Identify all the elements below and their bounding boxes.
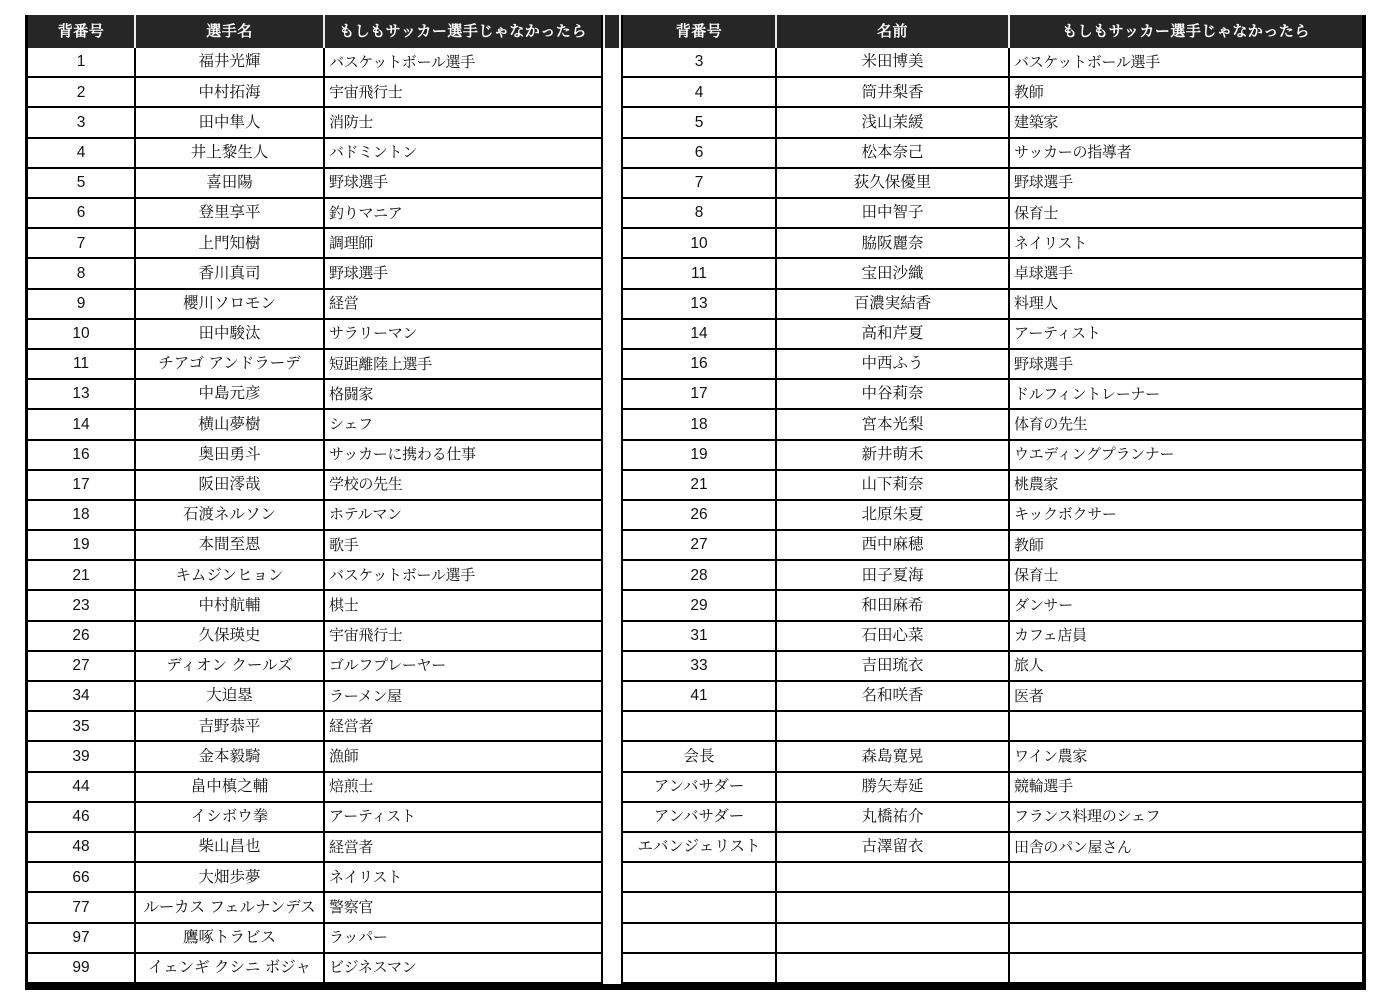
left-row-16-col-1: 本間至恩 [136, 531, 325, 561]
right-header-if-not-soccer: もしもサッカー選手じゃなかったら [1010, 15, 1362, 48]
right-row-14-col-2: 桃農家 [1010, 471, 1362, 501]
right-row-9-col-0: 14 [623, 320, 777, 350]
left-row-23-col-0: 39 [28, 742, 136, 772]
left-row-5-col-1: 登里享平 [136, 199, 325, 229]
right-row-26-col-0: エバンジェリスト [623, 833, 777, 863]
left-row-6-col-2: 調理師 [325, 229, 601, 259]
right-row-19-col-2: カフェ店員 [1010, 622, 1362, 652]
left-row-17-col-0: 21 [28, 561, 136, 591]
roster-sheet [25, 15, 1366, 990]
left-row-8-col-0: 9 [28, 290, 136, 320]
left-row-24-col-2: 焙煎士 [325, 773, 601, 803]
left-row-11-col-0: 13 [28, 380, 136, 410]
left-row-3-col-1: 井上黎生人 [136, 139, 325, 169]
left-row-26-col-0: 48 [28, 833, 136, 863]
left-row-15-col-2: ホテルマン [325, 501, 601, 531]
left-row-23-col-2: 漁師 [325, 742, 601, 772]
left-row-11-col-1: 中島元彦 [136, 380, 325, 410]
left-row-13-col-1: 奥田勇斗 [136, 441, 325, 471]
right-row-22-col-2 [1010, 712, 1362, 742]
left-row-15-col-0: 18 [28, 501, 136, 531]
left-row-22-col-2: 経営者 [325, 712, 601, 742]
left-row-21-col-1: 大迫塁 [136, 682, 325, 712]
left-row-12-col-1: 横山夢樹 [136, 410, 325, 440]
right-header-name: 名前 [777, 15, 1010, 48]
right-row-17-col-1: 田子夏海 [777, 561, 1010, 591]
left-row-2-col-1: 田中隼人 [136, 108, 325, 138]
right-row-4-col-1: 荻久保優里 [777, 169, 1010, 199]
gap-body [603, 48, 621, 984]
right-row-6-col-1: 脇阪麗奈 [777, 229, 1010, 259]
left-row-29-col-0: 97 [28, 924, 136, 954]
left-row-3-col-0: 4 [28, 139, 136, 169]
left-row-10-col-2: 短距離陸上選手 [325, 350, 601, 380]
right-row-13-col-0: 19 [623, 441, 777, 471]
right-row-11-col-0: 17 [623, 380, 777, 410]
right-roster-table [621, 15, 1366, 984]
right-row-25-col-1: 丸橋祐介 [777, 803, 1010, 833]
right-row-9-col-2: アーティスト [1010, 320, 1362, 350]
right-row-21-col-2: 医者 [1010, 682, 1362, 712]
right-row-27-col-2 [1010, 863, 1362, 893]
right-row-7-col-2: 卓球選手 [1010, 259, 1362, 289]
left-row-17-col-2: バスケットボール選手 [325, 561, 601, 591]
left-row-5-col-0: 6 [28, 199, 136, 229]
right-row-17-col-0: 28 [623, 561, 777, 591]
right-row-29-col-0 [623, 924, 777, 954]
left-row-18-col-1: 中村航輔 [136, 591, 325, 621]
left-row-9-col-2: サラリーマン [325, 320, 601, 350]
left-row-16-col-0: 19 [28, 531, 136, 561]
right-row-10-col-2: 野球選手 [1010, 350, 1362, 380]
right-row-13-col-2: ウエディングプランナー [1010, 441, 1362, 471]
left-row-29-col-2: ラッパー [325, 924, 601, 954]
right-row-11-col-1: 中谷莉奈 [777, 380, 1010, 410]
right-row-18-col-1: 和田麻希 [777, 591, 1010, 621]
right-row-14-col-1: 山下莉奈 [777, 471, 1010, 501]
right-row-2-col-1: 浅山茉緩 [777, 108, 1010, 138]
left-row-28-col-0: 77 [28, 893, 136, 923]
left-row-1-col-0: 2 [28, 78, 136, 108]
right-row-4-col-2: 野球選手 [1010, 169, 1362, 199]
right-row-4-col-0: 7 [623, 169, 777, 199]
right-row-27-col-1 [777, 863, 1010, 893]
left-row-27-col-0: 66 [28, 863, 136, 893]
right-row-5-col-1: 田中智子 [777, 199, 1010, 229]
right-row-21-col-0: 41 [623, 682, 777, 712]
left-row-26-col-2: 経営者 [325, 833, 601, 863]
right-row-1-col-0: 4 [623, 78, 777, 108]
left-row-2-col-0: 3 [28, 108, 136, 138]
right-row-12-col-2: 体育の先生 [1010, 410, 1362, 440]
right-row-8-col-0: 13 [623, 290, 777, 320]
right-row-7-col-0: 11 [623, 259, 777, 289]
right-row-30-col-1 [777, 954, 1010, 984]
right-row-15-col-1: 北原朱夏 [777, 501, 1010, 531]
left-row-19-col-2: 宇宙飛行士 [325, 622, 601, 652]
right-row-13-col-1: 新井萌禾 [777, 441, 1010, 471]
left-row-14-col-0: 17 [28, 471, 136, 501]
left-row-17-col-1: キムジンヒョン [136, 561, 325, 591]
right-row-26-col-2: 田舎のパン屋さん [1010, 833, 1362, 863]
left-row-27-col-2: ネイリスト [325, 863, 601, 893]
right-row-22-col-0 [623, 712, 777, 742]
right-row-0-col-2: バスケットボール選手 [1010, 48, 1362, 78]
left-row-10-col-0: 11 [28, 350, 136, 380]
left-row-7-col-0: 8 [28, 259, 136, 289]
left-row-25-col-0: 46 [28, 803, 136, 833]
left-row-15-col-1: 石渡ネルソン [136, 501, 325, 531]
right-row-9-col-1: 高和芹夏 [777, 320, 1010, 350]
right-row-6-col-2: ネイリスト [1010, 229, 1362, 259]
tables-wrap [25, 15, 1366, 990]
left-row-25-col-2: アーティスト [325, 803, 601, 833]
right-row-28-col-1 [777, 893, 1010, 923]
right-row-16-col-1: 西中麻穂 [777, 531, 1010, 561]
left-row-30-col-1: イェンギ クシニ ボジャ [136, 954, 325, 984]
right-row-3-col-0: 6 [623, 139, 777, 169]
left-row-0-col-0: 1 [28, 48, 136, 78]
right-header-jersey-number: 背番号 [623, 15, 777, 48]
left-row-26-col-1: 柴山昌也 [136, 833, 325, 863]
right-row-22-col-1 [777, 712, 1010, 742]
left-row-14-col-2: 学校の先生 [325, 471, 601, 501]
left-row-14-col-1: 阪田澪哉 [136, 471, 325, 501]
right-row-23-col-0: 会長 [623, 742, 777, 772]
right-row-19-col-0: 31 [623, 622, 777, 652]
right-row-30-col-2 [1010, 954, 1362, 984]
right-row-2-col-0: 5 [623, 108, 777, 138]
right-row-23-col-1: 森島寛晃 [777, 742, 1010, 772]
right-row-29-col-2 [1010, 924, 1362, 954]
left-row-10-col-1: チアゴ アンドラーデ [136, 350, 325, 380]
left-row-7-col-1: 香川真司 [136, 259, 325, 289]
left-row-28-col-2: 警察官 [325, 893, 601, 923]
right-row-12-col-0: 18 [623, 410, 777, 440]
right-row-26-col-1: 古澤留衣 [777, 833, 1010, 863]
left-header-if-not-soccer: もしもサッカー選手じゃなかったら [325, 15, 601, 48]
left-row-1-col-1: 中村拓海 [136, 78, 325, 108]
right-row-27-col-0 [623, 863, 777, 893]
left-row-0-col-2: バスケットボール選手 [325, 48, 601, 78]
right-row-28-col-0 [623, 893, 777, 923]
left-row-5-col-2: 釣りマニア [325, 199, 601, 229]
left-row-0-col-1: 福井光輝 [136, 48, 325, 78]
gap-header-cell [603, 15, 621, 48]
left-row-30-col-0: 99 [28, 954, 136, 984]
left-row-9-col-1: 田中駿汰 [136, 320, 325, 350]
right-row-18-col-2: ダンサー [1010, 591, 1362, 621]
left-row-4-col-1: 喜田陽 [136, 169, 325, 199]
left-row-29-col-1: 鷹啄トラビス [136, 924, 325, 954]
right-row-23-col-2: ワイン農家 [1010, 742, 1362, 772]
right-row-1-col-1: 筒井梨香 [777, 78, 1010, 108]
left-row-19-col-0: 26 [28, 622, 136, 652]
right-row-19-col-1: 石田心菜 [777, 622, 1010, 652]
left-row-4-col-0: 5 [28, 169, 136, 199]
left-row-21-col-2: ラーメン屋 [325, 682, 601, 712]
right-row-14-col-0: 21 [623, 471, 777, 501]
left-row-3-col-2: バドミントン [325, 139, 601, 169]
left-row-2-col-2: 消防士 [325, 108, 601, 138]
right-row-10-col-0: 16 [623, 350, 777, 380]
left-row-18-col-2: 棋士 [325, 591, 601, 621]
left-row-8-col-2: 経営 [325, 290, 601, 320]
left-row-12-col-0: 14 [28, 410, 136, 440]
right-row-17-col-2: 保育士 [1010, 561, 1362, 591]
right-row-3-col-2: サッカーの指導者 [1010, 139, 1362, 169]
left-row-20-col-0: 27 [28, 652, 136, 682]
right-row-0-col-0: 3 [623, 48, 777, 78]
right-row-20-col-0: 33 [623, 652, 777, 682]
right-row-21-col-1: 名和咲香 [777, 682, 1010, 712]
left-row-24-col-1: 畠中槙之輔 [136, 773, 325, 803]
right-row-24-col-2: 競輪選手 [1010, 773, 1362, 803]
left-header-player-name: 選手名 [136, 15, 325, 48]
left-row-7-col-2: 野球選手 [325, 259, 601, 289]
right-row-6-col-0: 10 [623, 229, 777, 259]
left-row-22-col-1: 吉野恭平 [136, 712, 325, 742]
right-row-16-col-2: 教師 [1010, 531, 1362, 561]
left-row-11-col-2: 格闘家 [325, 380, 601, 410]
left-header-jersey-number: 背番号 [28, 15, 136, 48]
right-row-16-col-0: 27 [623, 531, 777, 561]
left-roster-table [25, 15, 603, 984]
right-row-0-col-1: 米田博美 [777, 48, 1010, 78]
left-row-21-col-0: 34 [28, 682, 136, 712]
right-row-8-col-2: 料理人 [1010, 290, 1362, 320]
left-row-8-col-1: 櫻川ソロモン [136, 290, 325, 320]
left-row-22-col-0: 35 [28, 712, 136, 742]
right-row-25-col-0: アンバサダー [623, 803, 777, 833]
right-row-10-col-1: 中西ふう [777, 350, 1010, 380]
left-row-6-col-1: 上門知樹 [136, 229, 325, 259]
left-row-6-col-0: 7 [28, 229, 136, 259]
table-gap-column [603, 15, 621, 984]
left-row-20-col-1: ディオン クールズ [136, 652, 325, 682]
right-row-8-col-1: 百濃実結香 [777, 290, 1010, 320]
left-row-9-col-0: 10 [28, 320, 136, 350]
right-row-1-col-2: 教師 [1010, 78, 1362, 108]
left-row-4-col-2: 野球選手 [325, 169, 601, 199]
right-row-12-col-1: 宮本光梨 [777, 410, 1010, 440]
right-row-2-col-2: 建築家 [1010, 108, 1362, 138]
left-row-27-col-1: 大畑歩夢 [136, 863, 325, 893]
right-row-29-col-1 [777, 924, 1010, 954]
left-row-24-col-0: 44 [28, 773, 136, 803]
right-row-30-col-0 [623, 954, 777, 984]
left-row-28-col-1: ルーカス フェルナンデス [136, 893, 325, 923]
right-row-5-col-0: 8 [623, 199, 777, 229]
left-row-19-col-1: 久保瑛史 [136, 622, 325, 652]
right-row-15-col-2: キックボクサー [1010, 501, 1362, 531]
right-row-24-col-0: アンバサダー [623, 773, 777, 803]
right-row-15-col-0: 26 [623, 501, 777, 531]
left-row-1-col-2: 宇宙飛行士 [325, 78, 601, 108]
left-row-25-col-1: イシボウ拳 [136, 803, 325, 833]
left-row-13-col-2: サッカーに携わる仕事 [325, 441, 601, 471]
right-row-20-col-2: 旅人 [1010, 652, 1362, 682]
right-row-24-col-1: 勝矢寿延 [777, 773, 1010, 803]
right-row-25-col-2: フランス料理のシェフ [1010, 803, 1362, 833]
right-row-11-col-2: ドルフィントレーナー [1010, 380, 1362, 410]
left-row-30-col-2: ビジネスマン [325, 954, 601, 984]
left-row-12-col-2: シェフ [325, 410, 601, 440]
right-row-28-col-2 [1010, 893, 1362, 923]
left-row-18-col-0: 23 [28, 591, 136, 621]
right-row-7-col-1: 宝田沙織 [777, 259, 1010, 289]
right-row-20-col-1: 吉田琉衣 [777, 652, 1010, 682]
left-row-23-col-1: 金本毅騎 [136, 742, 325, 772]
right-row-3-col-1: 松本奈己 [777, 139, 1010, 169]
left-row-20-col-2: ゴルフプレーヤー [325, 652, 601, 682]
left-row-13-col-0: 16 [28, 441, 136, 471]
right-row-18-col-0: 29 [623, 591, 777, 621]
left-row-16-col-2: 歌手 [325, 531, 601, 561]
right-row-5-col-2: 保育士 [1010, 199, 1362, 229]
